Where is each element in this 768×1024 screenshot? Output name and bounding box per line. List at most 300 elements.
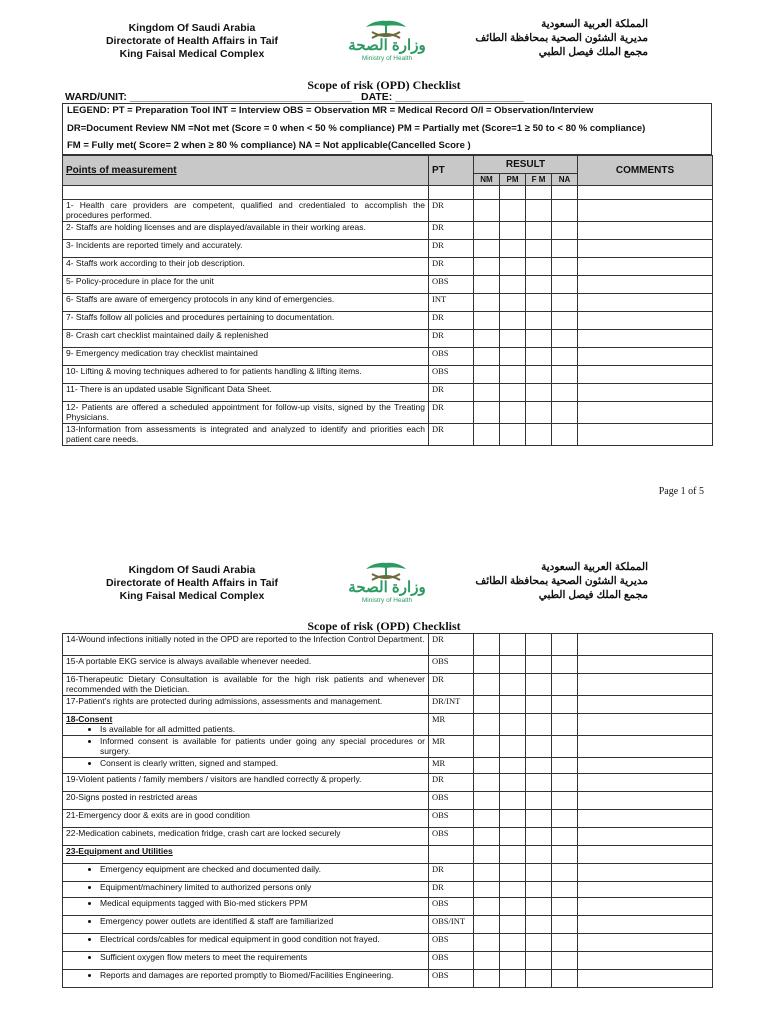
table-row [63,312,713,330]
fm-cell[interactable] [526,810,552,828]
header-arabic [448,560,648,602]
comments-cell[interactable] [578,258,713,276]
table-row [63,864,713,882]
pm-cell[interactable] [500,384,526,402]
comments-cell[interactable] [578,846,713,864]
na-cell[interactable] [552,916,578,934]
bullet-item: • Is available for all admitted patients. [100,724,425,734]
na-header: NA [552,174,578,186]
na-cell[interactable] [552,828,578,846]
table-row [63,384,713,402]
fm-cell[interactable] [526,294,552,312]
preparation-tool-cell: DR [429,674,474,696]
pm-cell[interactable] [500,366,526,384]
measurement-text [63,828,429,846]
pm-cell[interactable] [500,952,526,970]
header-arabic-complex: مجمع الملك فيصل الطبي [538,589,648,601]
comments-cell[interactable] [578,882,713,898]
logo-arabic-text: وزارة الصحة [348,37,426,54]
nm-header: NM [474,174,500,186]
table-row [63,674,713,696]
comments-header: COMMENTS [578,156,713,186]
pm-cell[interactable] [500,312,526,330]
bullet-item: • Equipment/machinery limited to authorized persons only [100,882,425,892]
preparation-tool-cell: DR [429,634,474,656]
na-cell[interactable] [552,656,578,674]
preparation-tool-cell: DR [429,222,474,240]
na-cell[interactable] [552,312,578,330]
comments-cell[interactable] [578,970,713,988]
pm-cell[interactable] [500,348,526,366]
pm-cell[interactable] [500,656,526,674]
na-cell[interactable] [552,898,578,916]
page-number: Page 1 of 5 [658,486,704,497]
nm-cell[interactable] [474,828,500,846]
table-row [63,200,713,222]
fm-cell[interactable] [526,366,552,384]
preparation-tool-cell: DR [429,200,474,222]
pm-header: PM [500,174,526,186]
measurement-text [63,846,429,864]
measurement-line: 20-Signs posted in restricted areas [66,792,198,802]
checklist-page-1 [0,0,768,510]
fm-cell[interactable] [526,774,552,792]
measurement-text [63,758,429,774]
pm-cell[interactable] [500,276,526,294]
bullet-item: • Consent is clearly written, signed and stamped. [100,758,425,768]
legend-line-3: FM = Fully met( Score= 2 when ≥ 80 % compliance) NA = Not applicable(Cancelled Score ) [67,140,471,151]
pm-cell[interactable] [500,294,526,312]
ministry-of-health-logo [338,18,434,64]
fm-cell[interactable] [526,402,552,424]
nm-cell[interactable] [474,384,500,402]
na-cell[interactable] [552,714,578,736]
fm-cell[interactable] [526,384,552,402]
preparation-tool-cell: DR [429,384,474,402]
na-cell[interactable] [552,882,578,898]
date-field[interactable]: DATE: ______________________ [361,91,524,103]
measurement-line: 17-Patient's rights are protected during admissions, assessments and management. [66,696,383,706]
pm-cell[interactable] [500,864,526,882]
fm-cell[interactable] [526,312,552,330]
na-cell[interactable] [552,402,578,424]
pm-cell[interactable] [500,736,526,758]
header-english [92,22,292,61]
comments-cell[interactable] [578,674,713,696]
comments-cell[interactable] [578,312,713,330]
bullet-item: • Medical equipments tagged with Bio-med stickers PPM [100,898,425,908]
header-country: Kingdom Of Saudi Arabia [128,22,256,34]
fm-cell[interactable] [526,846,552,864]
header-directorate: Directorate of Health Affairs in Taif [105,35,279,47]
comments-cell[interactable] [578,222,713,240]
comments-cell[interactable] [578,634,713,656]
fm-cell[interactable] [526,656,552,674]
fm-cell[interactable] [526,898,552,916]
preparation-tool-cell: OBS [429,810,474,828]
na-cell[interactable] [552,240,578,258]
preparation-tool-cell: OBS [429,828,474,846]
na-cell[interactable] [552,634,578,656]
na-cell[interactable] [552,330,578,348]
measurement-line: 16-Therapeutic Dietary Consultation is available for the high risk patients and whenever recommended with the Dietician. [66,674,425,694]
preparation-tool-cell: DR [429,774,474,792]
pm-cell[interactable] [500,258,526,276]
table-row [63,934,713,952]
pt-header: PT [429,156,474,186]
comments-cell[interactable] [578,736,713,758]
preparation-tool-cell: OBS [429,898,474,916]
table-row [63,898,713,916]
pm-cell[interactable] [500,828,526,846]
nm-cell[interactable] [474,970,500,988]
comments-cell[interactable] [578,864,713,882]
table-row [63,696,713,714]
nm-cell[interactable] [474,276,500,294]
table-row [63,258,713,276]
checklist-table-page-1 [62,155,713,446]
na-cell[interactable] [552,952,578,970]
checklist-table-page-2 [62,633,713,988]
table-row [63,714,713,736]
pm-cell[interactable] [500,792,526,810]
header-complex: King Faisal Medical Complex [119,590,265,602]
table-row [63,634,713,656]
nm-cell[interactable] [474,864,500,882]
nm-cell[interactable] [474,634,500,656]
nm-cell[interactable] [474,330,500,348]
header-arabic-country: المملكة العربية السعودية [541,18,648,30]
header-arabic-directorate: مديرية الشئون الصحية بمحافظة الطائف [475,32,648,44]
table-row [63,774,713,792]
fm-cell[interactable] [526,258,552,276]
comments-cell[interactable] [578,330,713,348]
fm-cell[interactable] [526,200,552,222]
table-row [63,348,713,366]
fm-cell[interactable] [526,882,552,898]
measurement-text: 2- Staffs are holding licenses and are displayed/available in their working areas. [63,222,429,240]
bullet-item: • Informed consent is available for patients under going any special procedures or surgery. [100,736,425,756]
pm-cell[interactable] [500,846,526,864]
preparation-tool-cell: DR [429,312,474,330]
measurement-text: 7- Staffs follow all policies and procedures pertaining to documentation. [63,312,429,330]
nm-cell[interactable] [474,774,500,792]
nm-cell[interactable] [474,792,500,810]
pm-cell[interactable] [500,674,526,696]
pm-cell[interactable] [500,222,526,240]
preparation-tool-cell: DR [429,882,474,898]
pm-cell[interactable] [500,200,526,222]
ward-unit-field[interactable]: WARD/UNIT: ______________________________________ [65,91,352,103]
comments-cell[interactable] [578,758,713,774]
preparation-tool-cell: DR [429,258,474,276]
comments-cell[interactable] [578,384,713,402]
nm-cell[interactable] [474,366,500,384]
preparation-tool-cell: OBS [429,934,474,952]
header-arabic-complex: مجمع الملك فيصل الطبي [538,46,648,58]
nm-cell[interactable] [474,656,500,674]
comments-cell[interactable] [578,656,713,674]
fm-cell[interactable] [526,714,552,736]
measurement-text: 4- Staffs work according to their job description. [63,258,429,276]
measurement-text: 1- Health care providers are competent, qualified and credentialed to accomplish the procedures performed. [63,200,429,222]
nm-cell[interactable] [474,402,500,424]
comments-cell[interactable] [578,828,713,846]
header-directorate: Directorate of Health Affairs in Taif [105,577,279,589]
pm-cell[interactable] [500,758,526,774]
comments-cell[interactable] [578,240,713,258]
bullet-item: • Emergency power outlets are identified & staff are familiarized [100,916,425,926]
logo-english-text: Ministry of Health [361,55,413,62]
measurement-text [63,656,429,674]
preparation-tool-cell: OBS [429,792,474,810]
table-row [63,222,713,240]
bullet-item: • Emergency equipment are checked and documented daily. [100,864,425,874]
measurement-text [63,934,429,952]
comments-cell[interactable] [578,366,713,384]
pm-cell[interactable] [500,970,526,988]
fm-cell[interactable] [526,916,552,934]
comments-cell[interactable] [578,348,713,366]
nm-cell[interactable] [474,200,500,222]
preparation-tool-cell: OBS [429,276,474,294]
ministry-of-health-logo [338,560,434,606]
na-cell[interactable] [552,258,578,276]
comments-cell[interactable] [578,200,713,222]
nm-cell[interactable] [474,736,500,758]
comments-cell[interactable] [578,952,713,970]
preparation-tool-cell: OBS [429,970,474,988]
nm-cell[interactable] [474,846,500,864]
nm-cell[interactable] [474,222,500,240]
nm-cell[interactable] [474,882,500,898]
na-cell[interactable] [552,348,578,366]
fm-cell[interactable] [526,424,552,446]
nm-cell[interactable] [474,258,500,276]
fm-cell[interactable] [526,330,552,348]
pm-cell[interactable] [500,882,526,898]
logo-english-text: Ministry of Health [361,597,413,604]
nm-cell[interactable] [474,898,500,916]
na-cell[interactable] [552,276,578,294]
comments-cell[interactable] [578,402,713,424]
fm-cell[interactable] [526,758,552,774]
measurement-text: 13-Information from assessments is integrated and analyzed to identify and priorities each patient care needs. [63,424,429,446]
table-row [63,758,713,774]
preparation-tool-cell: DR [429,864,474,882]
na-cell[interactable] [552,424,578,446]
preparation-tool-cell: DR [429,330,474,348]
nm-cell[interactable] [474,312,500,330]
legend-line-2: DR=Document Review NM =Not met (Score = 0 when < 50 % compliance) PM = Partially met (Score=1 ≥ 50 to < 80 % compliance) [67,123,646,134]
pm-cell[interactable] [500,402,526,424]
nm-cell[interactable] [474,934,500,952]
header-complex: King Faisal Medical Complex [119,48,265,60]
na-cell[interactable] [552,384,578,402]
measurement-text [63,864,429,882]
measurement-text: 12- Patients are offered a scheduled appointment for follow-up visits, signed by the Treating Physicians. [63,402,429,424]
measurement-text [63,674,429,696]
na-cell[interactable] [552,696,578,714]
measurement-text [63,634,429,656]
table-row [63,240,713,258]
na-cell[interactable] [552,366,578,384]
fm-cell[interactable] [526,240,552,258]
pm-cell[interactable] [500,934,526,952]
header-arabic [448,17,648,59]
measurement-text [63,810,429,828]
legend-line-1: LEGEND: PT = Preparation Tool INT = Interview OBS = Observation MR = Medical Record O/I = Observation/Interview [67,105,594,116]
nm-cell[interactable] [474,240,500,258]
nm-cell[interactable] [474,952,500,970]
comments-cell[interactable] [578,696,713,714]
header-arabic-directorate: مديرية الشئون الصحية بمحافظة الطائف [475,575,648,587]
table-row [63,736,713,758]
nm-cell[interactable] [474,674,500,696]
checklist-page-2 [0,545,768,1024]
pm-cell[interactable] [500,774,526,792]
comments-cell[interactable] [578,276,713,294]
comments-cell[interactable] [578,424,713,446]
header-arabic-country: المملكة العربية السعودية [541,561,648,573]
measurement-text [63,898,429,916]
measurement-text [63,952,429,970]
points-of-measurement-header: Points of measurement [63,156,429,186]
preparation-tool-cell: OBS [429,348,474,366]
measurement-text: 11- There is an updated usable Significant Data Sheet. [63,384,429,402]
na-cell[interactable] [552,774,578,792]
pm-cell[interactable] [500,916,526,934]
na-cell[interactable] [552,200,578,222]
comments-cell[interactable] [578,916,713,934]
nm-cell[interactable] [474,294,500,312]
logo-arabic-text: وزارة الصحة [348,579,426,596]
fm-cell[interactable] [526,864,552,882]
nm-cell[interactable] [474,916,500,934]
na-cell[interactable] [552,758,578,774]
bullet-item: • Sufficient oxygen flow meters to meet the requirements [100,952,425,962]
measurement-text [63,774,429,792]
fm-cell[interactable] [526,276,552,294]
table-row [63,952,713,970]
measurement-text: 3- Incidents are reported timely and accurately. [63,240,429,258]
fm-header: F M [526,174,552,186]
pm-cell[interactable] [500,810,526,828]
fm-cell[interactable] [526,828,552,846]
na-cell[interactable] [552,810,578,828]
measurement-text [63,882,429,898]
na-cell[interactable] [552,934,578,952]
pm-cell[interactable] [500,424,526,446]
nm-cell[interactable] [474,424,500,446]
na-cell[interactable] [552,846,578,864]
comments-cell[interactable] [578,294,713,312]
table-row [63,810,713,828]
preparation-tool-cell: INT [429,294,474,312]
fm-cell[interactable] [526,934,552,952]
table-row [63,846,713,864]
table-row [63,792,713,810]
measurement-text [63,696,429,714]
comments-cell[interactable] [578,898,713,916]
fm-cell[interactable] [526,674,552,696]
comments-cell[interactable] [578,934,713,952]
preparation-tool-cell: DR [429,240,474,258]
nm-cell[interactable] [474,348,500,366]
measurement-text [63,792,429,810]
fm-cell[interactable] [526,222,552,240]
comments-cell[interactable] [578,714,713,736]
nm-cell[interactable] [474,758,500,774]
preparation-tool-cell: OBS [429,952,474,970]
na-cell[interactable] [552,970,578,988]
table-row [63,276,713,294]
preparation-tool-cell [429,846,474,864]
preparation-tool-cell: MR [429,714,474,736]
comments-cell[interactable] [578,810,713,828]
pm-cell[interactable] [500,240,526,258]
na-cell[interactable] [552,222,578,240]
header-country: Kingdom Of Saudi Arabia [128,564,256,576]
nm-cell[interactable] [474,714,500,736]
fm-cell[interactable] [526,736,552,758]
table-row [63,970,713,988]
na-cell[interactable] [552,864,578,882]
na-cell[interactable] [552,736,578,758]
table-row [63,330,713,348]
na-cell[interactable] [552,674,578,696]
measurement-line: 14-Wound infections initially noted in the OPD are reported to the Infection Control Department. [66,634,425,644]
fm-cell[interactable] [526,696,552,714]
measurement-text: 9- Emergency medication tray checklist maintained [63,348,429,366]
pm-cell[interactable] [500,634,526,656]
pm-cell[interactable] [500,898,526,916]
measurement-text: 10- Lifting & moving techniques adhered to for patients handling & lifting items. [63,366,429,384]
fm-cell[interactable] [526,634,552,656]
measurement-text: 8- Crash cart checklist maintained daily & replenished [63,330,429,348]
preparation-tool-cell: MR [429,758,474,774]
header-english [92,564,292,603]
fm-cell[interactable] [526,348,552,366]
measurement-text [63,736,429,758]
preparation-tool-cell: OBS [429,366,474,384]
fm-cell[interactable] [526,792,552,810]
section-heading: 18-Consent [66,714,113,724]
nm-cell[interactable] [474,810,500,828]
na-cell[interactable] [552,792,578,810]
na-cell[interactable] [552,294,578,312]
measurement-text: 6- Staffs are aware of emergency protocols in any kind of emergencies. [63,294,429,312]
preparation-tool-cell: DR/INT [429,696,474,714]
pm-cell[interactable] [500,696,526,714]
preparation-tool-cell: MR [429,736,474,758]
table-spacer-row [63,186,713,200]
measurement-text [63,970,429,988]
fm-cell[interactable] [526,952,552,970]
preparation-tool-cell: DR [429,402,474,424]
page-title: Scope of risk (OPD) Checklist [307,619,461,633]
fm-cell[interactable] [526,970,552,988]
table-row [63,882,713,898]
pm-cell[interactable] [500,714,526,736]
nm-cell[interactable] [474,696,500,714]
measurement-text [63,916,429,934]
measurement-line: 22-Medication cabinets, medication fridge, crash cart are locked securely [66,828,341,838]
comments-cell[interactable] [578,792,713,810]
comments-cell[interactable] [578,774,713,792]
pm-cell[interactable] [500,330,526,348]
table-row [63,366,713,384]
